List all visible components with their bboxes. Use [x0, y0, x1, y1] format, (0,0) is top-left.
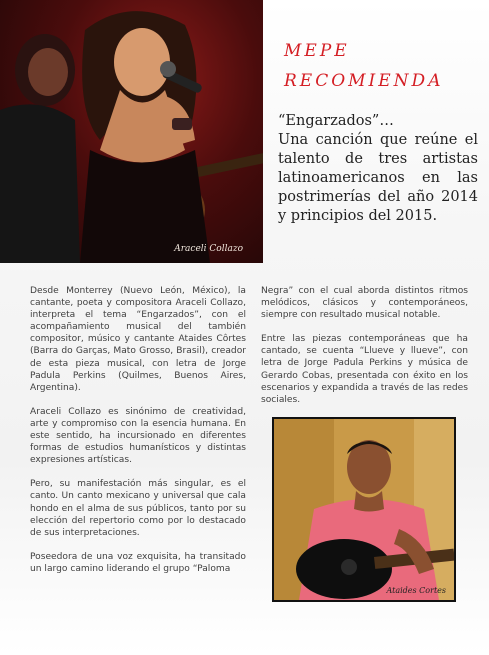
brand-line-2: RECOMIENDA [284, 71, 444, 91]
hero-photo [0, 0, 263, 263]
feature-intro [278, 112, 478, 226]
section-brand [284, 36, 484, 96]
feature-title: “Engarzados”… [278, 113, 394, 129]
singer-illustration [0, 0, 263, 263]
article-paragraph: Pero, su manifestación más singular, es el canto. Un canto mexicano y universal que cala hondo en el alma de sus públicos, tanto por su elección del repertorio como por lo destacado de sus interpretaciones. [30, 479, 246, 538]
article-paragraph: Poseedora de una voz exquisita, ha transitado un largo camino liderando el grupo “Paloma [30, 551, 246, 574]
article-paragraph: Negra” con el cual aborda distintos ritmos melódicos, clásicos y contemporáneos, siempre con resultado musical notable. [261, 286, 468, 321]
feature-body: Una canción que reúne el talento de tres artistas latinoamericanos en las postrimerías del año 2014 y principios del 2015. [278, 132, 478, 224]
article-paragraph: Araceli Collazo es sinónimo de creatividad, arte y compromiso con la esencia humana. En este sentido, ha incursionado en diferentes formas de estudios humanísticos y distintas expresiones artísticas. [30, 406, 246, 466]
article-left-column [30, 285, 246, 587]
guitarist-illustration [274, 419, 454, 600]
guitarist-photo-caption: Ataides Cortes [386, 586, 446, 595]
article-paragraph: Entre las piezas contemporáneas que ha cantado, se cuenta “Llueve y llueve”, con letra de Jorge Padula Perkins y música de Gerardo Cobas, presentada con éxito en los escenarios y expandida a través de las redes sociales. [261, 334, 468, 405]
guitarist-photo [272, 417, 456, 602]
brand-line-1: MEPE [284, 41, 350, 61]
article-right-column [261, 285, 468, 418]
hero-photo-caption: Araceli Collazo [174, 244, 243, 254]
article-paragraph: Desde Monterrey (Nuevo León, México), la cantante, poeta y compositora Araceli Collazo, interpreta el tema “Engarzados”, con el acompañamiento musical del también compositor, músico y cantante Ataides Côrtes (Barra do Garças, Mato Grosso, Brasil), creador de esta pieza musical, con letra de Jorge Padula Perkins (Quilmes, Buenos Aires, Argentina). [30, 286, 246, 393]
